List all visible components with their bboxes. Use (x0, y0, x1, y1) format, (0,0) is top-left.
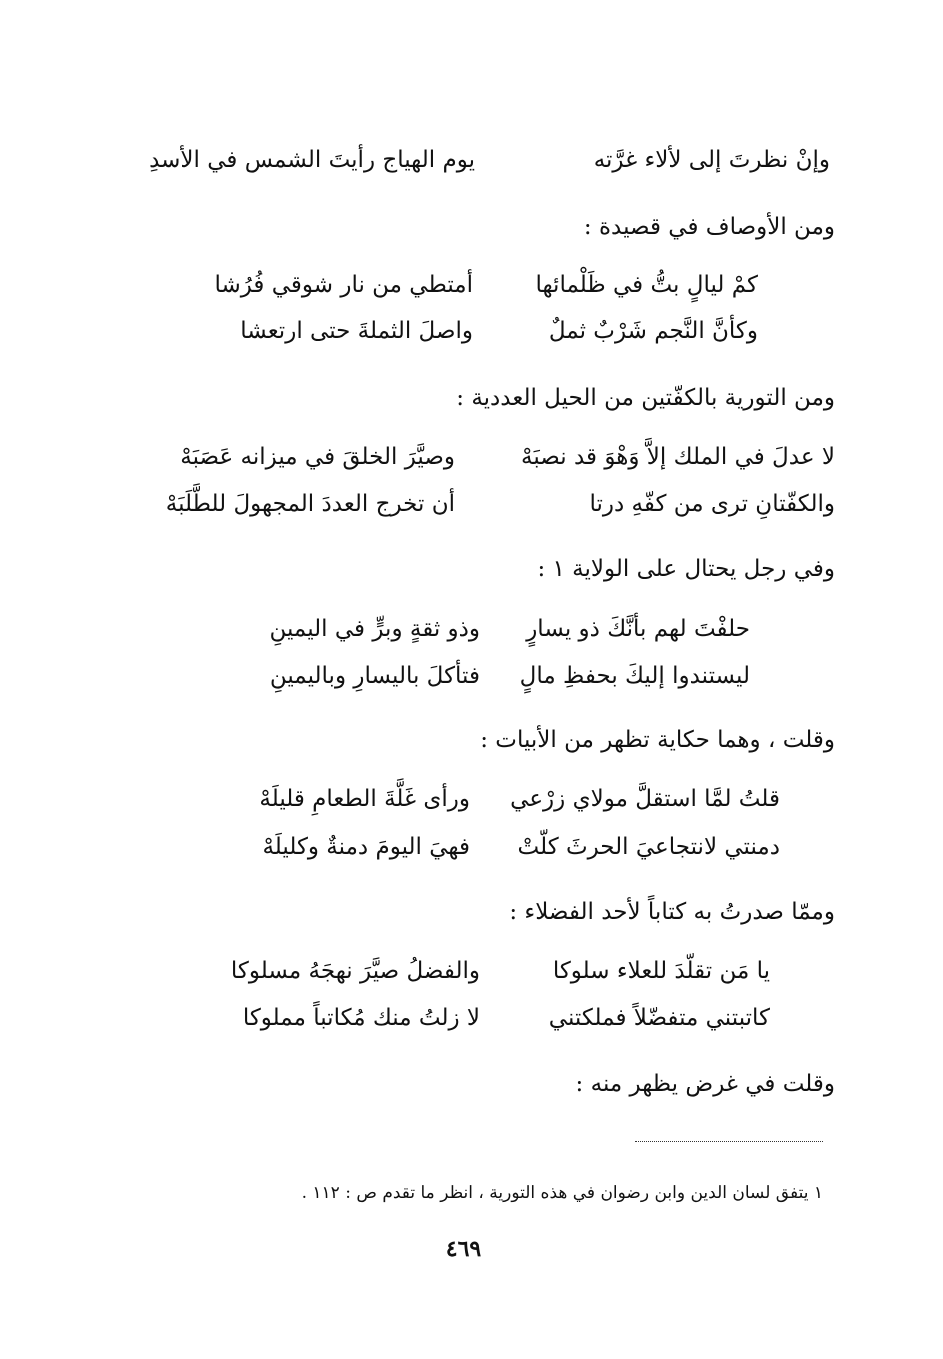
verse-second-hemistich: لا زلتُ منك مُكاتباً مملوكا (242, 1005, 480, 1031)
verse-line (200, 661, 750, 691)
verse-line (190, 1003, 770, 1033)
page-number-text: ٤٦٩ (445, 1236, 482, 1262)
verse-second-hemistich: يوم الهياج رأيتَ الشمس في الأسدِ (149, 147, 475, 173)
verse-line (170, 784, 780, 814)
verse-second-hemistich: وذو ثقةٍ وبرٍّ في اليمينِ (269, 616, 480, 642)
verse-first-hemistich: قلتُ لمَّا استقلَّ مولاي زرْعي (510, 786, 780, 812)
verse-first-hemistich: دمنتي لانتجاعيَ الحرثَ كلّتْ (517, 834, 780, 860)
verse-line (170, 832, 780, 862)
verse-second-hemistich: أن تخرج العددَ المجهولَ للطَّلَبَهْ (165, 491, 455, 517)
section-intro: وقلت ، وهما حكاية تظهر من الأبيات : (480, 727, 835, 753)
verse-line (190, 956, 770, 986)
verse-second-hemistich: والفضلُ صيَّرَ نهجَهُ مسلوكا (230, 958, 480, 984)
verse-first-hemistich: كمْ ليالٍ بتُّ في ظَلْمائها (535, 272, 758, 298)
verse-second-hemistich: واصلَ الثملةَ حتى ارتعشا (240, 318, 473, 344)
verse-first-hemistich: كاتبتني متفضّلاً فملكتني (548, 1005, 770, 1031)
verse-first-hemistich: وكأنَّ النَّجم شَرْبٌ ثملٌ (548, 318, 758, 344)
page-number (0, 1236, 943, 1262)
footnote: ١ يتفق لسان الدين وابن رضوان في هذه التورية ، انظر ما تقدم ص : ١١٢ . (301, 1183, 823, 1203)
footnote-separator (635, 1141, 823, 1142)
verse-second-hemistich: أمتطي من نار شوقي فُرُشا (214, 272, 473, 298)
verse-line (105, 489, 835, 519)
verse-second-hemistich: وصيَّرَ الخلقَ في ميزانه عَصَبَهْ (180, 444, 455, 470)
closing-line: وقلت في غرض يظهر منه : (575, 1071, 835, 1097)
verse-line (150, 316, 758, 346)
section-intro: ومن التورية بالكفّتين من الحيل العددية : (456, 385, 835, 411)
verse-first-hemistich: والكفّتانِ ترى من كفّهِ درتا (589, 491, 835, 517)
section-intro: وممّا صدرتُ به كتاباً لأحد الفضلاء : (509, 899, 835, 925)
verse-first-hemistich: يا مَن تقلّدَ للعلاء سلوكا (552, 958, 770, 984)
verse-line (150, 145, 830, 175)
verse-line (200, 614, 750, 644)
verse-first-hemistich: وإنْ نظرتَ إلى لألاء غرَّته (593, 147, 830, 173)
section-intro: وفي رجل يحتال على الولاية ١ : (537, 556, 835, 582)
verse-line (105, 442, 835, 472)
section-intro: ومن الأوصاف في قصيدة : (583, 214, 835, 240)
verse-first-hemistich: لا عدلَ في الملك إلاَّ وَهْوَ قد نصبَهْ (521, 444, 835, 470)
verse-second-hemistich: فهيَ اليومَ دمنةٌ وكليلَهْ (262, 834, 470, 860)
verse-second-hemistich: ورأى غَلَّةَ الطعامِ قليلَهْ (259, 786, 470, 812)
verse-second-hemistich: فتأكلَ باليسارِ وباليمينِ (269, 663, 480, 689)
verse-first-hemistich: ليستندوا إليكَ بحفظِ مالٍ (519, 663, 750, 689)
verse-first-hemistich: حلفْتَ لهم بأنَّكَ ذو يسارٍ (526, 616, 750, 642)
verse-line (150, 270, 758, 300)
